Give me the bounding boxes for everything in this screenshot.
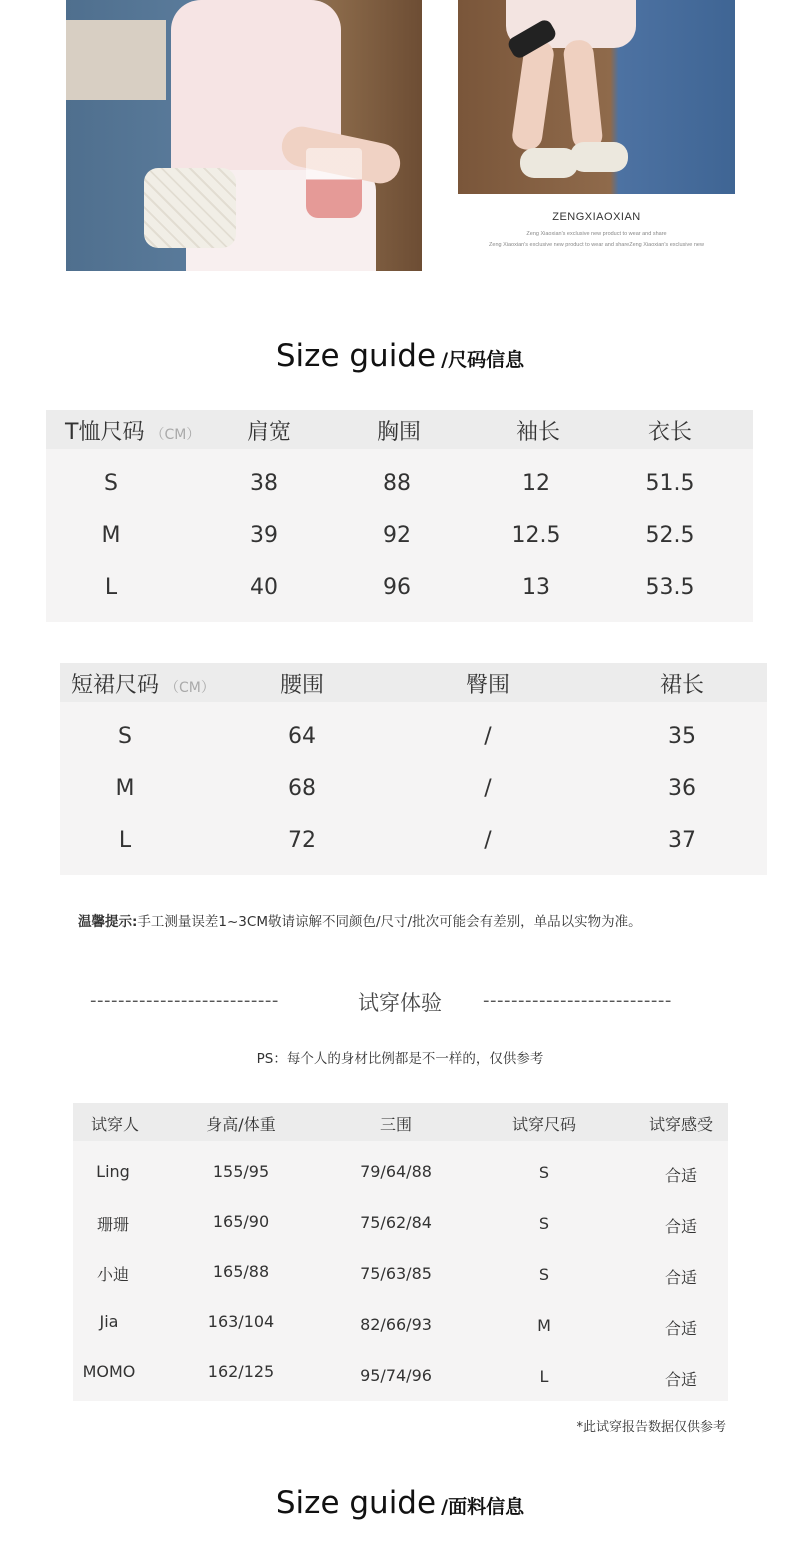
tryon-col-header: 试穿尺码 [511,1115,577,1134]
tryon-cell: 165/90 [212,1212,270,1231]
size-guide-heading [0,338,800,374]
tryon-cell: S [538,1214,550,1233]
tshirt-cell: 38 [250,471,278,496]
tryon-cell: 155/95 [212,1162,270,1181]
tryon-title: 试穿体验 [358,991,442,1015]
tryon-cell-name: Jia [99,1312,119,1331]
tryon-cell: L [539,1367,549,1386]
care-note-text: 手工测量误差1~3CM敬请谅解不同颜色/尺寸/批次可能会有差别，单品以实物为准。 [137,914,642,930]
skirt-cell-size: M [115,776,135,801]
tryon-disclaimer: *此试穿报告数据仅供参考 [576,1420,726,1435]
tryon-col-header: 三围 [379,1115,413,1134]
tryon-cell: S [538,1265,550,1284]
skirt-cell: / [484,724,492,749]
tshirt-cell: 96 [383,575,411,600]
skirt-cell: 68 [288,776,316,801]
tryon-cell: 82/66/93 [360,1315,432,1334]
tryon-cell: 75/62/84 [360,1213,432,1232]
tshirt-cell-size: S [104,471,118,496]
tryon-cell: S [538,1163,550,1182]
skirt-cell: 37 [668,828,696,853]
brand-tagline-1: Zeng Xiaoxian's exclusive new product to wear and share [526,231,667,237]
tshirt-cell: 12 [522,471,550,496]
care-note [78,910,642,930]
tshirt-col-header: 胸围 [376,420,422,445]
fabric-guide-subtitle: /面料信息 [441,1496,525,1518]
tryon-cell: 163/104 [207,1312,275,1331]
tryon-cell: M [537,1316,551,1335]
brand-name: ZENGXIAOXIAN [552,211,641,223]
skirt-cell: / [484,776,492,801]
brand-tagline-2: Zeng Xiaoxian's exclusive new product to wear and shareZeng Xiaoxian's exclusive new [489,242,704,248]
tshirt-cell: 12.5 [511,523,561,548]
tryon-col-header: 试穿感受 [648,1115,714,1134]
tshirt-size-label-text: T恤尺码 [65,420,145,445]
skirt-cell: 35 [668,724,696,749]
tryon-cell: 165/88 [212,1262,270,1281]
skirt-cell: 72 [288,828,316,853]
divider-left: --------------------------- [90,990,279,1011]
tshirt-size-label [65,415,200,446]
skirt-cell-size: S [118,724,132,749]
skirt-size-label-text: 短裙尺码 [71,673,160,698]
tryon-ps-note: PS：每个人的身材比例都是不一样的，仅供参考 [256,1051,544,1067]
tryon-col-header: 试穿人 [90,1115,140,1134]
tshirt-cell: 39 [250,523,278,548]
skirt-cell: 36 [668,776,696,801]
tryon-cell-name: MOMO [82,1362,136,1381]
tshirt-cell: 92 [383,523,411,548]
tryon-cell: 合适 [664,1370,698,1389]
tshirt-cell: 13 [522,575,550,600]
tshirt-size-table [46,410,753,622]
tryon-cell-name: Ling [96,1162,130,1181]
tshirt-col-header: 袖长 [515,420,561,445]
tryon-cell: 合适 [664,1319,698,1338]
skirt-col-header: 腰围 [279,673,325,698]
tryon-cell: 95/74/96 [360,1366,432,1385]
tryon-table [73,1103,728,1401]
size-guide-subtitle: /尺码信息 [441,349,525,371]
tshirt-col-header: 衣长 [647,420,693,445]
tshirt-unit: （CM） [150,427,201,443]
tryon-cell-name: 小迪 [96,1265,130,1284]
fabric-guide-title: Size guide [275,1485,437,1521]
size-guide-title: Size guide [275,338,437,374]
tryon-cell: 合适 [664,1268,698,1287]
model-photo-front [66,0,422,271]
tryon-cell: 75/63/85 [360,1264,432,1283]
tshirt-cell-size: M [101,523,121,548]
tshirt-cell: 53.5 [645,575,695,600]
skirt-size-table [60,663,767,875]
tryon-cell: 162/125 [207,1362,275,1381]
tryon-cell: 合适 [664,1166,698,1185]
skirt-cell: 64 [288,724,316,749]
model-photo-legs [458,0,735,194]
skirt-cell-size: L [118,828,132,853]
tshirt-cell: 88 [383,471,411,496]
care-note-label: 温馨提示: [78,914,138,930]
skirt-col-header: 裙长 [659,673,705,698]
tryon-cell: 合适 [664,1217,698,1236]
tryon-cell-name: 珊珊 [96,1215,130,1234]
tshirt-cell: 52.5 [645,523,695,548]
tryon-col-header: 身高/体重 [206,1115,276,1134]
divider-right: --------------------------- [483,990,672,1011]
skirt-cell: / [484,828,492,853]
tshirt-cell: 40 [250,575,278,600]
tshirt-cell-size: L [104,575,118,600]
skirt-unit: （CM） [165,680,215,696]
skirt-size-label [71,668,215,699]
tshirt-col-header: 肩宽 [246,420,292,445]
skirt-col-header: 臀围 [465,673,511,698]
tryon-cell: 79/64/88 [360,1162,432,1181]
fabric-guide-heading [0,1485,800,1521]
tshirt-cell: 51.5 [645,471,695,496]
